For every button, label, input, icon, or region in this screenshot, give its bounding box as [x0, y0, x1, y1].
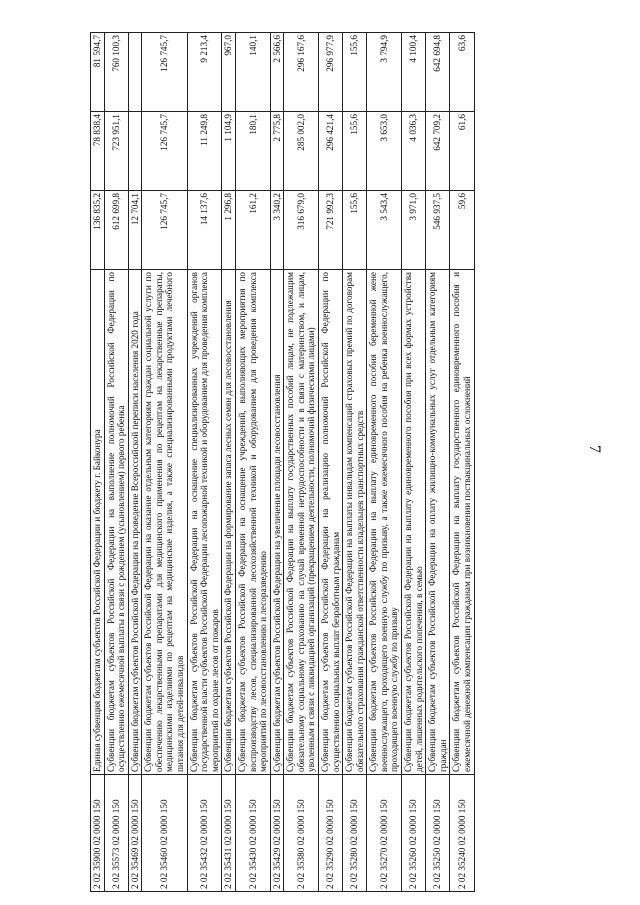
budget-table-body: [91, 33, 475, 892]
classification-code-cell: 2 02 35432 02 0000 150: [187, 775, 222, 892]
amount-year2-cell: [128, 112, 142, 191]
amount-year2-cell: 296 421,4: [318, 112, 342, 191]
description-cell: Субвенции бюджетам субъектов Российской Федерации на увеличение площади лесовосстановления: [270, 270, 284, 775]
description-cell: Субвенции бюджетам субъектов Российской Федерации на выплату государственных пособий лицам, не подлежащим обязательному социальному страхованию на случай временной нетрудоспособности и в связи с материнством, и лицам, уволенным в связи с ликвидацией организаций (прекращением деятельности, полномочий физическими лицами): [284, 270, 319, 775]
table-row: [367, 33, 402, 892]
description-cell: Субвенции бюджетам субъектов Российской Федерации на проведение Всероссийской переписи населения 2020 года: [128, 270, 142, 775]
table-row: [142, 33, 187, 892]
description-cell: Единая субвенция бюджетам субъектов Российской Федерации и бюджету г. Байконура: [91, 270, 105, 775]
table-row: [426, 33, 450, 892]
amount-year3-cell: 2 566,6: [270, 33, 284, 112]
classification-code-cell: 2 02 35280 02 0000 150: [343, 775, 367, 892]
description-cell: Субвенции бюджетам субъектов Российской Федерации на формирование запаса лесных семян для лесовосстановления: [222, 270, 236, 775]
amount-year3-cell: 126 745,7: [142, 33, 187, 112]
amount-year2-cell: 3 653,0: [367, 112, 402, 191]
amount-year2-cell: 11 249,8: [187, 112, 222, 191]
table-row: [450, 33, 474, 892]
table-row: [187, 33, 222, 892]
amount-year1-cell: 3 340,2: [270, 191, 284, 270]
budget-table-container: [90, 35, 475, 892]
description-cell: Субвенции бюджетам субъектов Российской Федерации на оснащение учреждений, выполняющих мероприятия по воспроизводству лесов, специализированной лесохозяйственной техникой и оборудованием для проведения комплекса мероприятий по лесовосстановлению и лесоразведению: [235, 270, 270, 775]
description-cell: Субвенции бюджетам субъектов Российской Федерации на выплату единовременного пособия беременной жене военнослужащего, проходящего военную службу по призыву, а также ежемесячного пособия на ребенка военнослужащего, проходящего военную службу по призыву: [367, 270, 402, 775]
amount-year1-cell: 546 937,5: [426, 191, 450, 270]
table-row: [128, 33, 142, 892]
amount-year2-cell: 155,6: [343, 112, 367, 191]
amount-year1-cell: 155,6: [343, 191, 367, 270]
amount-year1-cell: 721 992,3: [318, 191, 342, 270]
description-cell: Субвенции бюджетам субъектов Российской Федерации на оказание отдельным категориям граждан социальной услуги по обеспечению лекарственными препаратами для медицинского применения по рецептам на лекарственные препараты, медицинскими изделиями по рецептам на медицинские изделия, а также специализированными продуктами лечебного питания для детей-инвалидов: [142, 270, 187, 775]
description-cell: Субвенции бюджетам субъектов Российской Федерации на выплату единовременного пособия при всех формах устройства детей, лишенных родительского попечения, в семью: [402, 270, 426, 775]
amount-year2-cell: 4 036,3: [402, 112, 426, 191]
classification-code-cell: 2 02 35460 02 0000 150: [142, 775, 187, 892]
table-row: [222, 33, 236, 892]
amount-year2-cell: 126 745,7: [142, 112, 187, 191]
amount-year2-cell: 78 838,4: [91, 112, 105, 191]
amount-year1-cell: 12 704,1: [128, 191, 142, 270]
classification-code-cell: 2 02 35270 02 0000 150: [367, 775, 402, 892]
amount-year1-cell: 3 971,0: [402, 191, 426, 270]
amount-year3-cell: 155,6: [343, 33, 367, 112]
amount-year1-cell: 3 543,4: [367, 191, 402, 270]
page-number: 7: [586, 445, 603, 453]
classification-code-cell: 2 02 35250 02 0000 150: [426, 775, 450, 892]
table-row: [284, 33, 319, 892]
amount-year2-cell: 723 951,1: [104, 112, 128, 191]
amount-year3-cell: 81 594,7: [91, 33, 105, 112]
amount-year1-cell: 126 745,7: [142, 191, 187, 270]
description-cell: Субвенции бюджетам субъектов Российской Федерации на оплату жилищно-коммунальных услуг отдельным категориям граждан: [426, 270, 450, 775]
amount-year3-cell: 642 694,8: [426, 33, 450, 112]
classification-code-cell: 2 02 35431 02 0000 150: [222, 775, 236, 892]
amount-year3-cell: [128, 33, 142, 112]
amount-year2-cell: 2 775,8: [270, 112, 284, 191]
amount-year2-cell: 61,6: [450, 112, 474, 191]
amount-year1-cell: 1 296,8: [222, 191, 236, 270]
table-row: [270, 33, 284, 892]
amount-year1-cell: 59,6: [450, 191, 474, 270]
amount-year2-cell: 180,1: [235, 112, 270, 191]
classification-code-cell: 2 02 35429 02 0000 150: [270, 775, 284, 892]
amount-year2-cell: 642 709,2: [426, 112, 450, 191]
table-row: [402, 33, 426, 892]
budget-table: [90, 32, 475, 892]
classification-code-cell: 2 02 35260 02 0000 150: [402, 775, 426, 892]
classification-code-cell: 2 02 35290 02 0000 150: [318, 775, 342, 892]
classification-code-cell: 2 02 35240 02 0000 150: [450, 775, 474, 892]
amount-year3-cell: 140,1: [235, 33, 270, 112]
table-row: [343, 33, 367, 892]
amount-year3-cell: 760 100,3: [104, 33, 128, 112]
table-row: [318, 33, 342, 892]
table-row: [91, 33, 105, 892]
amount-year3-cell: 4 100,4: [402, 33, 426, 112]
classification-code-cell: 2 02 35469 02 0000 150: [128, 775, 142, 892]
classification-code-cell: 2 02 35573 02 0000 150: [104, 775, 128, 892]
description-cell: Субвенции бюджетам субъектов Российской Федерации на выплату государственного единовременного пособия и ежемесячной денежной компенсации гражданам при возникновении поствакцинальных осложнений: [450, 270, 474, 775]
amount-year1-cell: 161,2: [235, 191, 270, 270]
table-row: [235, 33, 270, 892]
amount-year2-cell: 1 104,9: [222, 112, 236, 191]
amount-year2-cell: 285 002,0: [284, 112, 319, 191]
amount-year1-cell: 14 137,6: [187, 191, 222, 270]
table-row: [104, 33, 128, 892]
classification-code-cell: 2 02 35380 02 0000 150: [284, 775, 319, 892]
amount-year1-cell: 136 835,2: [91, 191, 105, 270]
amount-year1-cell: 316 679,0: [284, 191, 319, 270]
description-cell: Субвенции бюджетам субъектов Российской Федерации на реализацию полномочий Российской Федерации по осуществлению социальных выплат безработным гражданам: [318, 270, 342, 775]
amount-year3-cell: 3 794,9: [367, 33, 402, 112]
amount-year3-cell: 9 213,4: [187, 33, 222, 112]
amount-year3-cell: 967,0: [222, 33, 236, 112]
amount-year3-cell: 63,6: [450, 33, 474, 112]
classification-code-cell: 2 02 35900 02 0000 150: [91, 775, 105, 892]
description-cell: Субвенции бюджетам субъектов Российской Федерации на выплаты инвалидам компенсаций страховых премий по договорам обязательного страхования гражданской ответственности владельцев транспортных средств: [343, 270, 367, 775]
description-cell: Субвенции бюджетам субъектов Российской Федерации на выполнение полномочий Российской Федерации по осуществлению ежемесячной выплаты в связи с рождением (усыновлением) первого ребенка: [104, 270, 128, 775]
amount-year3-cell: 296 977,9: [318, 33, 342, 112]
amount-year3-cell: 296 167,6: [284, 33, 319, 112]
amount-year1-cell: 612 699,8: [104, 191, 128, 270]
classification-code-cell: 2 02 35430 02 0000 150: [235, 775, 270, 892]
description-cell: Субвенции бюджетам субъектов Российской Федерации на оснащение специализированных учреждений органов государственной власти субъектов Российской Федерации лесопожарной техникой и оборудованием для проведения комплекса мероприятий по охране лесов от пожаров: [187, 270, 222, 775]
